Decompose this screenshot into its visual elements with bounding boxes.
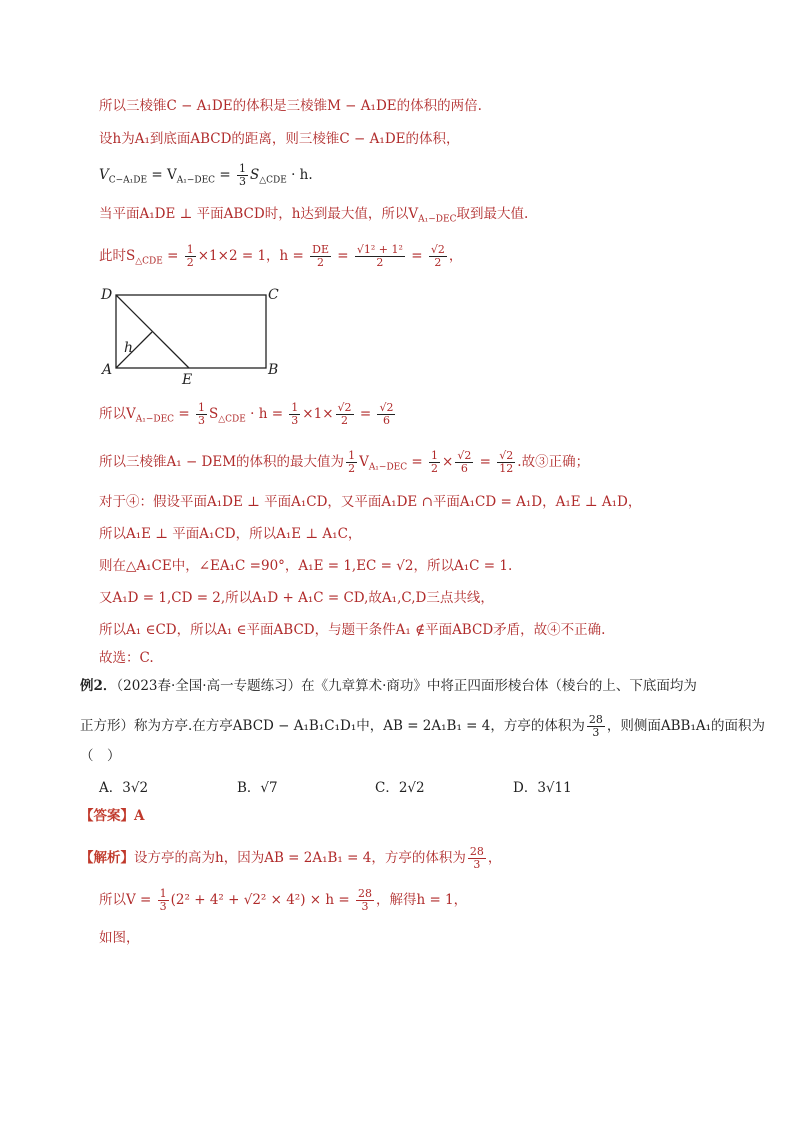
numerator: 1 <box>291 401 299 414</box>
example-text: ，则侧面ABB₁A₁的面积为 <box>606 718 766 734</box>
text-line-12 <box>99 620 605 640</box>
numerator: DE <box>312 243 329 256</box>
denominator: 2 <box>434 256 442 269</box>
denominator: 2 <box>341 414 349 427</box>
text-line-11 <box>99 588 494 608</box>
denominator: 2 <box>186 256 194 269</box>
text-line-1 <box>99 96 482 116</box>
fraction <box>455 450 473 475</box>
formula-part: = <box>174 406 194 422</box>
denominator: 6 <box>460 462 468 475</box>
text-line-4 <box>99 204 528 230</box>
example-2-paren <box>80 746 121 766</box>
subscript: △CDE <box>135 256 163 267</box>
formula-part: = <box>332 248 353 264</box>
fraction <box>158 888 169 913</box>
rect-abcd <box>116 295 266 368</box>
numerator: 28 <box>469 845 484 858</box>
text-line-8 <box>99 492 641 512</box>
answer-value: A <box>134 808 145 824</box>
option-c[interactable]: C．2√2 <box>375 780 425 796</box>
text-l2: 设h为A₁到底面ABCD的距离，则三棱锥C − A₁DE的体积， <box>99 131 460 147</box>
option-a[interactable]: A．3√2 <box>99 780 149 796</box>
numerator: 1 <box>348 449 356 462</box>
example-2-line-2 <box>80 714 765 739</box>
numerator: 1 <box>197 401 205 414</box>
denominator: 12 <box>499 462 514 475</box>
formula-part: = <box>355 406 376 422</box>
numerator: 28 <box>357 887 372 900</box>
formula-part: = V <box>147 167 177 183</box>
text-l12: 所以A₁ ∈CD，所以A₁ ∈平面ABCD，与题干条件A₁ ∉平面ABCD矛盾，故④不正确. <box>99 622 606 638</box>
subscript: A₁−DEC <box>176 175 216 186</box>
v-symbol: V <box>99 167 109 183</box>
subscript: △CDE <box>259 175 287 186</box>
label-c: C <box>268 287 279 303</box>
formula-part: S <box>208 406 219 422</box>
numerator: 1 <box>431 449 439 462</box>
denominator: 6 <box>382 414 390 427</box>
label-h: h <box>124 340 134 356</box>
fraction <box>289 402 300 427</box>
subscript: A₁−DEC <box>418 214 457 225</box>
s-symbol: S <box>249 167 260 183</box>
fraction <box>356 888 374 913</box>
analysis-label: 【解析】 <box>80 850 134 866</box>
formula-part: .故③正确； <box>517 454 590 470</box>
fraction <box>346 450 357 475</box>
formula-part: = <box>406 248 427 264</box>
numerator: √2 <box>457 449 472 462</box>
example-2-header <box>80 676 697 696</box>
text-l9: 所以A₁E ⊥ 平面A₁CD，所以A₁E ⊥ A₁C， <box>99 526 362 542</box>
formula-part: = <box>407 454 428 470</box>
label-d: D <box>101 287 113 303</box>
fraction <box>237 163 248 188</box>
fraction <box>355 244 405 269</box>
subscript: A₁−DEC <box>368 462 408 473</box>
answer-label: 【答案】 <box>80 808 134 824</box>
denominator: 2 <box>348 462 356 475</box>
formula-line-3 <box>99 163 313 191</box>
example-text: 正方形）称为方亭.在方亭ABCD − A₁B₁C₁D₁中，AB = 2A₁B₁ = 4，方亭的体积为 <box>80 718 585 734</box>
numerator: 1 <box>238 162 246 175</box>
formula-part: = <box>475 454 496 470</box>
fraction <box>468 846 486 871</box>
fraction <box>336 402 354 427</box>
formula-part: 所以三棱锥A₁ − DEM的体积的最大值为 <box>99 454 345 470</box>
label-b: B <box>268 362 279 378</box>
formula-part: · h = <box>245 406 288 422</box>
answer-line <box>80 806 144 826</box>
fraction <box>497 450 515 475</box>
numerator: √2 <box>337 401 352 414</box>
example-label: 例2． <box>80 678 117 694</box>
formula-part: 所以V <box>99 406 136 422</box>
fraction <box>310 244 331 269</box>
denominator: 3 <box>361 900 369 913</box>
answer-choice: C. <box>139 650 154 666</box>
numerator: √2 <box>430 243 445 256</box>
denominator: 3 <box>291 414 299 427</box>
numerator: √1² + 1² <box>356 243 403 256</box>
option-d[interactable]: D．3√11 <box>513 780 572 796</box>
text-line-9 <box>99 524 361 544</box>
text-l11: 又A₁D = 1,CD = 2,所以A₁D + A₁C = CD,故A₁,C,D三点共线， <box>99 590 494 606</box>
numerator: √2 <box>379 401 394 414</box>
denominator: 3 <box>592 726 600 739</box>
denominator: 3 <box>197 414 205 427</box>
formula-part: 此时S <box>99 248 136 264</box>
formula-part: ，解得h = 1， <box>375 892 468 908</box>
fraction <box>429 244 447 269</box>
subscript: C−A₁DE <box>108 175 148 186</box>
text-l10: 则在△A₁CE中，∠EA₁C =90°，A₁E = 1,EC = √2，所以A₁C = 1. <box>99 558 513 574</box>
numerator: 1 <box>186 243 194 256</box>
fraction <box>587 714 605 739</box>
example-text: （2023春·全国·高一专题练习）在《九章算术·商功》中将正四面形棱台体（棱台的上、下底面均为 <box>116 678 697 694</box>
denominator: 2 <box>376 256 384 269</box>
fraction <box>196 402 207 427</box>
answer-paren: （ ） <box>80 748 121 764</box>
formula-part: = <box>215 167 235 183</box>
denominator: 2 <box>431 462 439 475</box>
fraction <box>185 244 196 269</box>
denominator: 3 <box>473 858 481 871</box>
formula-part: · h. <box>286 167 313 183</box>
formula-line-7 <box>99 450 589 478</box>
text-l4-end: 取到最大值. <box>456 206 529 222</box>
figure-intro: 如图， <box>99 930 140 946</box>
text-l13: 故选： <box>99 650 140 666</box>
numerator: 28 <box>588 713 603 726</box>
formula-part: ×1× <box>302 406 334 422</box>
text-l1: 所以三棱锥C − A₁DE的体积是三棱锥M − A₁DE的体积的两倍. <box>99 98 482 114</box>
formula-part: V <box>359 454 369 470</box>
formula-part: = <box>162 248 183 264</box>
numerator: √2 <box>499 449 514 462</box>
figure-text-line <box>99 928 140 948</box>
segment-h <box>116 332 152 368</box>
formula-line-6 <box>99 402 397 430</box>
text-line-2 <box>99 129 460 149</box>
text-l4: 当平面A₁DE ⊥ 平面ABCD时，h达到最大值，所以V <box>99 206 419 222</box>
volume-formula-line <box>99 888 467 913</box>
analysis-line <box>80 846 501 871</box>
formula-line-5 <box>99 244 462 272</box>
analysis-end: ， <box>487 850 502 866</box>
formula-part: ， <box>448 248 463 264</box>
label-e: E <box>182 372 193 388</box>
option-b[interactable]: B．√7 <box>237 780 278 796</box>
formula-part: × <box>442 454 454 470</box>
options-row <box>99 778 651 798</box>
denominator: 3 <box>159 900 167 913</box>
formula-part: ×1×2 = 1，h = <box>197 248 309 264</box>
text-l8: 对于④：假设平面A₁DE ⊥ 平面A₁CD，又平面A₁DE ∩平面A₁CD = A₁D，A₁E ⊥ A₁D， <box>99 494 642 510</box>
formula-part: (2² + 4² + √2² × 4²) × h = <box>170 892 354 908</box>
denominator: 2 <box>317 256 325 269</box>
fraction <box>429 450 440 475</box>
denominator: 3 <box>238 175 246 188</box>
text-line-10 <box>99 556 512 576</box>
fraction <box>377 402 395 427</box>
subscript: △CDE <box>218 414 246 425</box>
rectangle-figure <box>96 282 286 388</box>
text-line-13 <box>99 648 154 668</box>
numerator: 1 <box>159 887 167 900</box>
label-a: A <box>102 362 113 378</box>
subscript: A₁−DEC <box>135 414 175 425</box>
analysis-text: 设方亭的高为h，因为AB = 2A₁B₁ = 4，方亭的体积为 <box>134 850 466 866</box>
formula-part: 所以V = <box>99 892 156 908</box>
